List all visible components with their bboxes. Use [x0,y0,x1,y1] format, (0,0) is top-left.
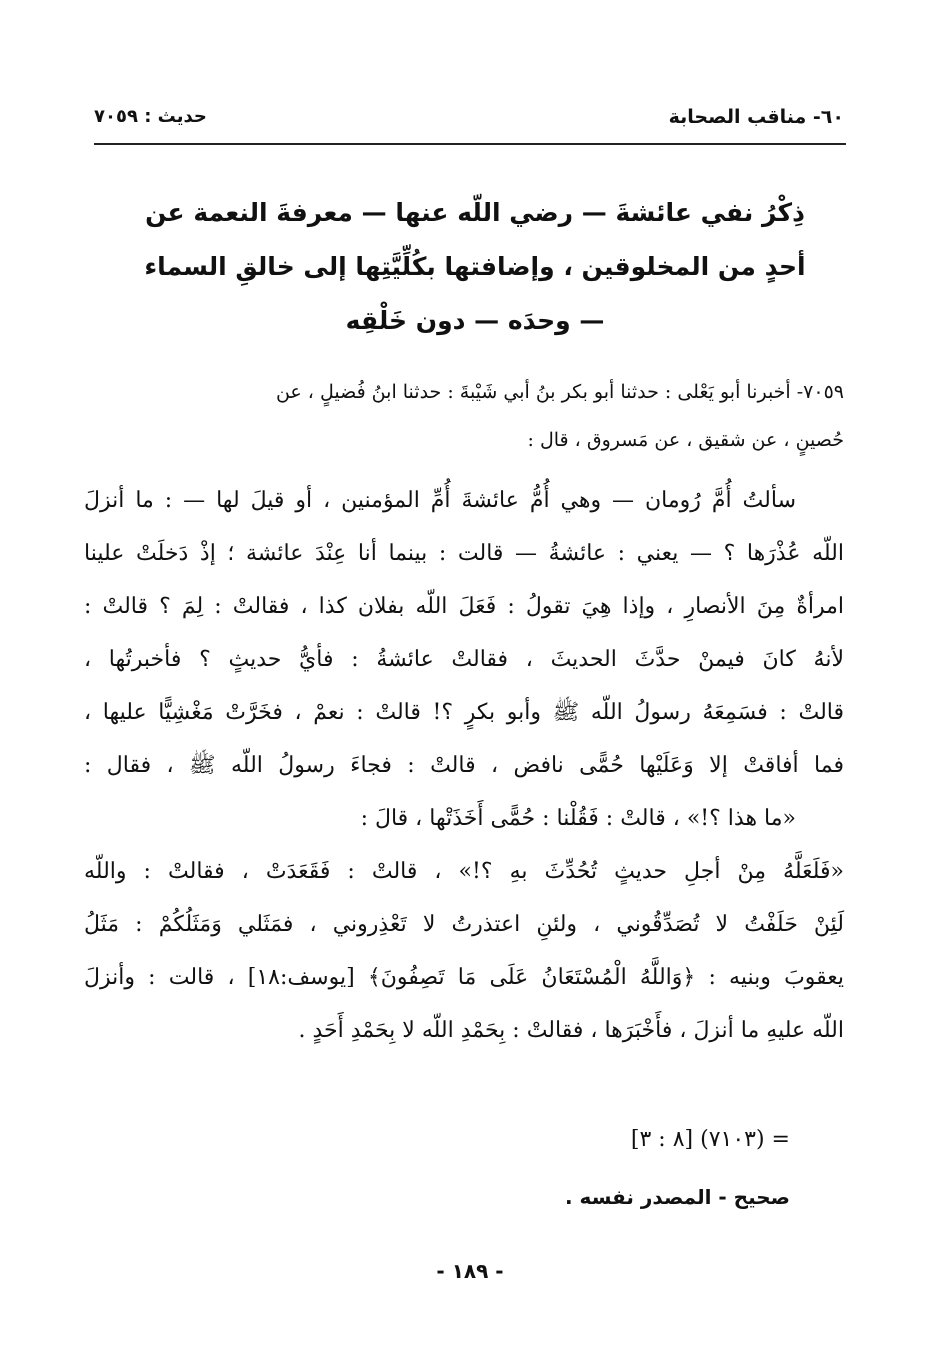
text-line: قالتْ : فسَمِعَهُ رسولُ اللّه ﷺ وأبو بكرٍ ؟! قالتْ : نعمْ ، فخَرَّتْ مَغْشِيًّا عليها ، [84,700,844,725]
text-line: سألتُ أُمَّ رُومان — وهي أُمُّ عائشةَ أُمِّ المؤمنين ، أو قيلَ لها — : ما أنزلَ [84,488,796,513]
text-line: يعقوبَ وبنيه : ﴿وَاللَّهُ الْمُسْتَعَانُ عَلَى مَا تَصِفُونَ﴾ [يوسف:١٨] ، قالت : وأنزلَ [84,965,845,990]
section-title [110,186,840,348]
title-line: — وحدَه — دون خَلْقِه [345,306,605,335]
title-line: ذِكْرُ نفي عائشةَ — رضي اللّه عنها — معرفةَ النعمة عن [145,198,805,227]
isnad-chain [84,368,844,464]
text-line: امرأةٌ مِنَ الأنصارِ ، وإذا هِيَ تقولُ : فَعَلَ اللّه بفلان كذا ، فقالتْ : لِمَ ؟ قالتْ : [84,594,844,619]
text-line: لَئِنْ حَلَفْتُ لا تُصَدِّقُوني ، ولئنِ اعتذرتُ لا تَعْذِروني ، فمَثَلي وَمَثَلُكُمْ : مَثَلُ [84,912,844,937]
text-line: اللّه عُذْرَها ؟ — يعني : عائشةُ — قالت : بينما أنا عِنْدَ عائشة ؛ إذْ دَخلَتْ علينا [84,541,844,566]
isnad-line: ٧٠٥٩- أخبرنا أبو يَعْلى : حدثنا أبو بكر بنُ أبي شَيْبةَ : حدثنا ابنُ فُضيلٍ ، عن [275,381,844,403]
text-line: «ما هذا ؟!» ، قالتْ : فَقُلْنا : حُمًّى أَخَذَتْها ، قالَ : [360,806,796,831]
page-number: - ١٨٩ - [436,1259,504,1283]
hadith-grading: صحيح - المصدر نفسه . [565,1185,790,1209]
cross-reference: = (٧١٠٣) [٨ : ٣] [630,1127,790,1152]
chapter-header: ٦٠- مناقب الصحابة [668,106,844,128]
text-line: لأنهُ كانَ فيمنْ حدَّثَ الحديثَ ، فقالتْ عائشةُ : فأيُّ حديثٍ ؟ فأخبرتُها ، [84,647,844,672]
hadith-number-header: حديث : ٧٠٥٩ [94,106,207,127]
text-line: اللّه عليهِ ما أنزلَ ، فأَخْبَرَها ، فقالتْ : بِحَمْدِ اللّه لا بِحَمْدِ أَحَدٍ . [298,1018,844,1043]
hadith-text [84,474,844,1057]
text-line: فما أفاقتْ إلا وَعَلَيْها حُمًّى نافض ، قالتْ : فجاءَ رسولُ اللّه ﷺ ، فقال : [84,753,844,778]
text-line: «فَلَعَلَّهُ مِنْ أجلِ حديثٍ تُحُدِّثَ بهِ ؟!» ، قالتْ : فَقَعَدَتْ ، فقالتْ : واللّه [84,859,844,884]
title-line: أحدٍ من المخلوقين ، وإضافتها بكُلِّيَّتِها إلى خالقِ السماء [144,252,806,281]
header-divider [94,143,846,145]
isnad-line: حُصينٍ ، عن شقيق ، عن مَسروق ، قال : [527,429,844,451]
